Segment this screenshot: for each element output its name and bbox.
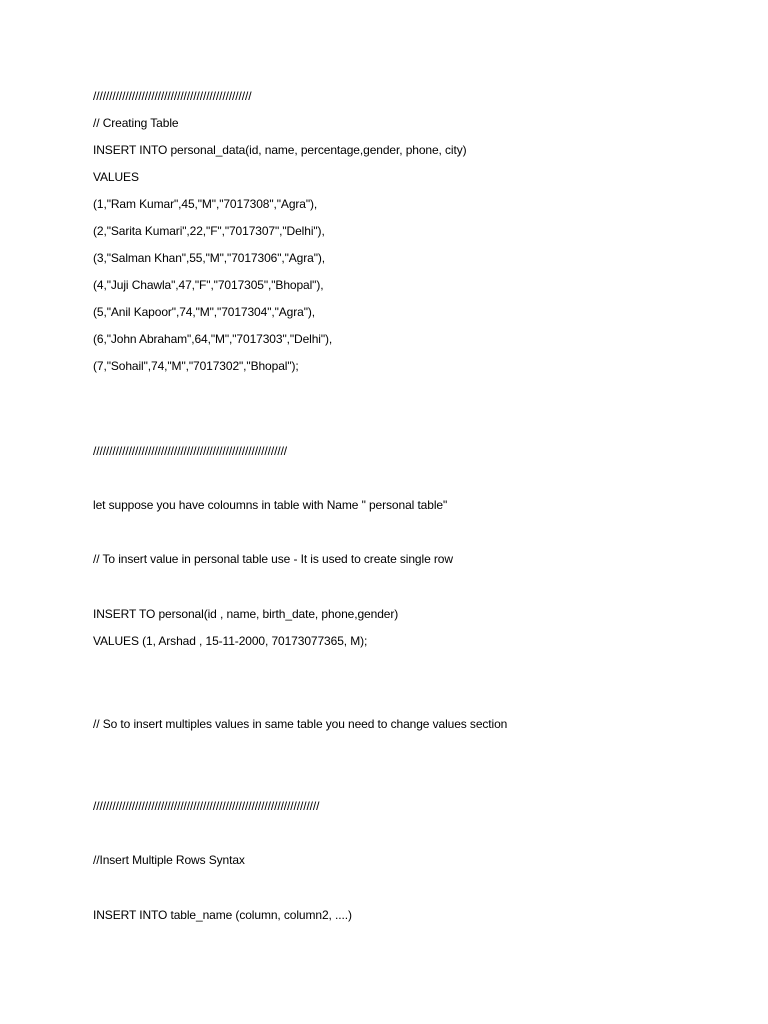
sql-row-line: (7,"Sohail",74,"M","7017302","Bhopal");: [93, 359, 299, 373]
sql-row-line: (1,"Ram Kumar",45,"M","7017308","Agra"),: [93, 197, 318, 211]
sql-row-line: (5,"Anil Kapoor",74,"M","7017304","Agra"),: [93, 305, 315, 319]
comment-line: // Creating Table: [93, 116, 179, 130]
sql-line: INSERT INTO table_name (column, column2, ....): [93, 908, 352, 922]
comment-line: // So to insert multiples values in same table you need to change values section: [93, 717, 508, 731]
separator-line: ////////////////////////////////////////////////////////////: [93, 444, 288, 458]
sql-row-line: (4,"Juji Chawla",47,"F","7017305","Bhopal"),: [93, 278, 324, 292]
comment-line: // To insert value in personal table use - It is used to create single row: [93, 552, 453, 566]
sql-row-line: (6,"John Abraham",64,"M","7017303","Delhi"),: [93, 332, 333, 346]
sql-line: VALUES: [93, 170, 139, 184]
sql-row-line: (2,"Sarita Kumari",22,"F","7017307","Delhi"),: [93, 224, 325, 238]
text-line: let suppose you have coloumns in table with Name " personal table": [93, 498, 448, 512]
separator-line: //////////////////////////////////////////////////////////////////////: [93, 799, 320, 813]
sql-line: INSERT TO personal(id , name, birth_date, phone,gender): [93, 607, 399, 621]
separator-line: /////////////////////////////////////////////////: [93, 89, 252, 103]
sql-line: INSERT INTO personal_data(id, name, percentage,gender, phone, city): [93, 143, 467, 157]
sql-row-line: (3,"Salman Khan",55,"M","7017306","Agra"),: [93, 251, 326, 265]
sql-line: VALUES (1, Arshad , 15-11-2000, 70173077365, M);: [93, 634, 368, 648]
comment-line: //Insert Multiple Rows Syntax: [93, 853, 245, 867]
